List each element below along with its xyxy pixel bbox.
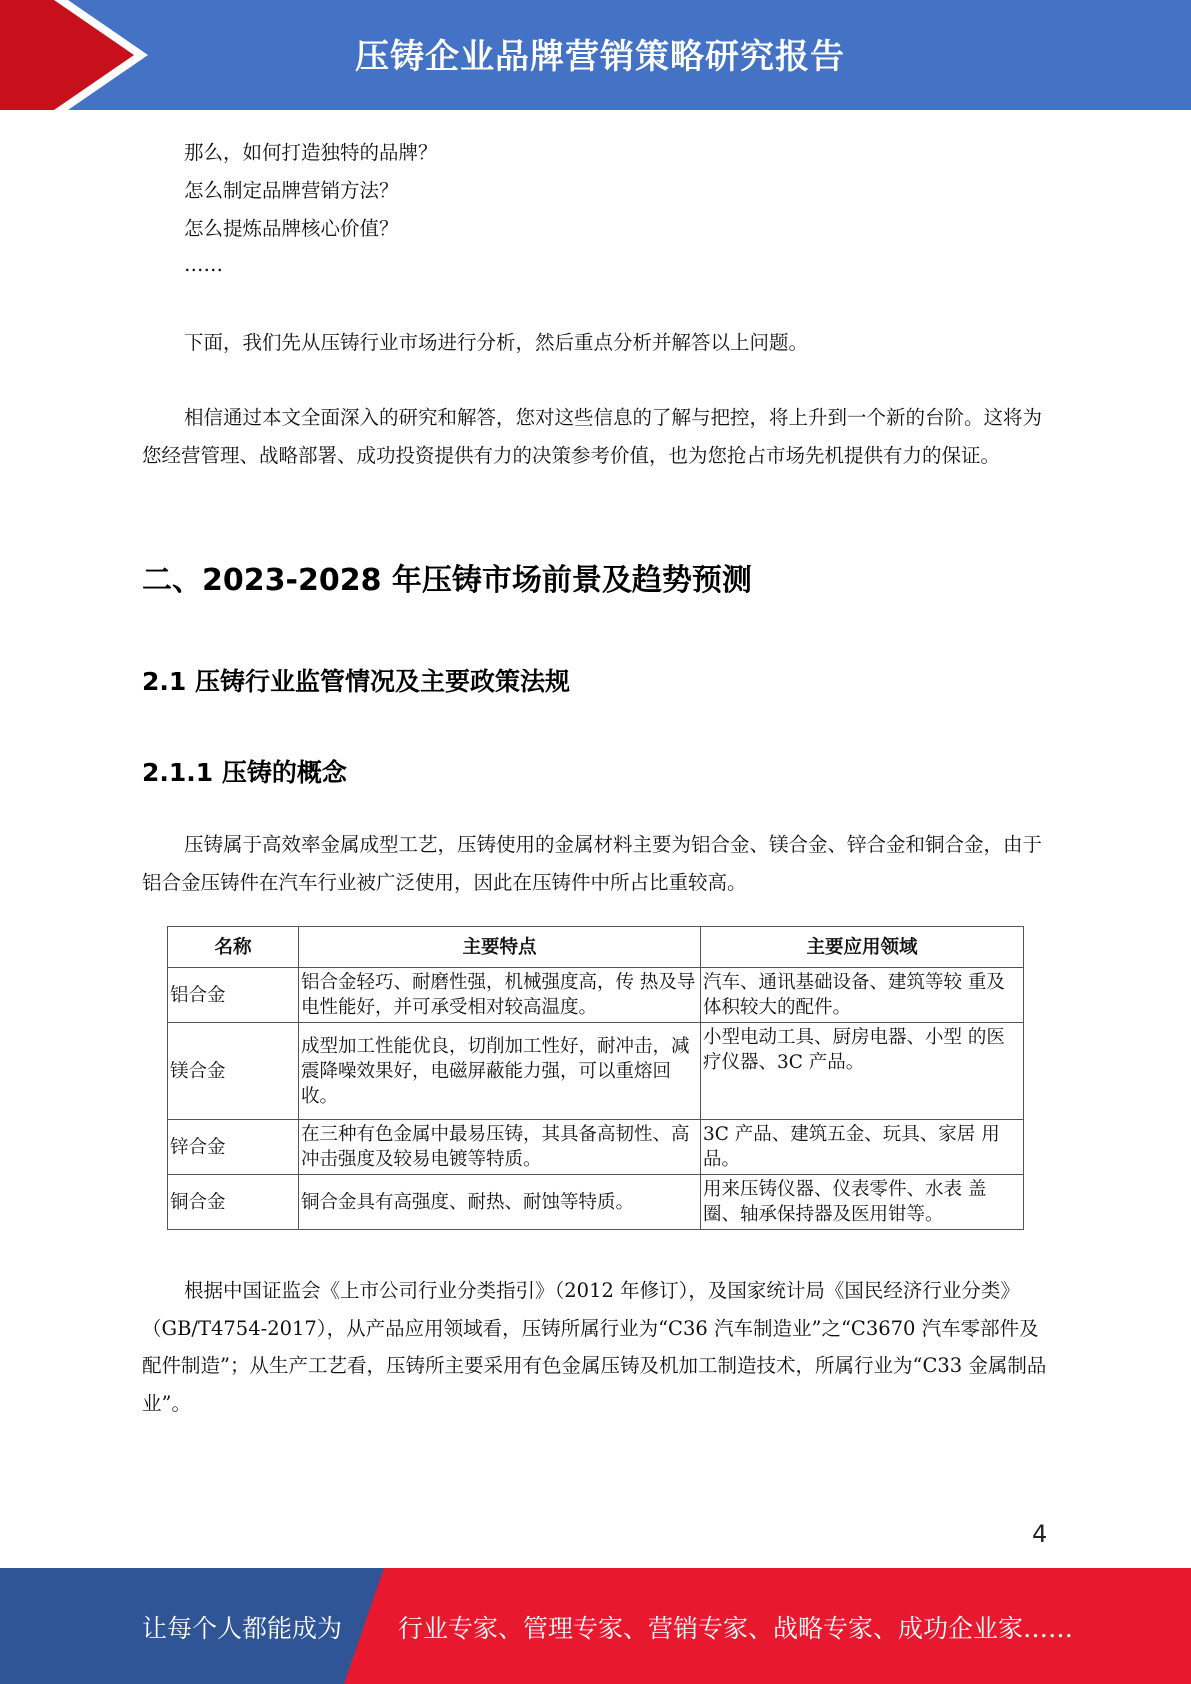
subsection-heading: 2.1 压铸行业监管情况及主要政策法规	[142, 667, 570, 696]
table-cell-applications: 汽车、通讯基础设备、建筑等较 重及体积较大的配件。	[701, 968, 1024, 1023]
table-row	[168, 1023, 1024, 1120]
table-header-applications: 主要应用领域	[701, 927, 1024, 968]
concept-paragraph-text: 压铸属于高效率金属成型工艺，压铸使用的金属材料主要为铝合金、镁合金、锌合金和铜合金，由于铝合金压铸件在汽车行业被广泛使用，因此在压铸件中所占比重较高。	[142, 833, 1043, 894]
table-cell-features: 在三种有色金属中最易压铸，其具备高韧性、高冲击强度及较易电镀等特质。	[299, 1120, 701, 1175]
table-row	[168, 1120, 1024, 1175]
table-row	[168, 968, 1024, 1023]
table-cell-applications: 小型电动工具、厨房电器、小型 的医疗仪器、3C 产品。	[701, 1023, 1024, 1120]
question-line: 怎么制定品牌营销方法？	[184, 179, 399, 202]
intro-paragraph: 下面，我们先从压铸行业市场进行分析，然后重点分析并解答以上问题。	[184, 331, 809, 354]
table-cell-applications: 用来压铸仪器、仪表零件、水表 盖圈、轴承保持器及医用钳等。	[701, 1175, 1024, 1230]
table-cell-name: 锌合金	[168, 1120, 299, 1175]
table-row	[168, 1175, 1024, 1230]
footer-slogan-right: 行业专家、管理专家、营销专家、战略专家、成功企业家……	[398, 1614, 1074, 1643]
concept-paragraph	[142, 826, 1047, 901]
table-cell-name: 铝合金	[168, 968, 299, 1023]
table-header-name: 名称	[168, 927, 299, 968]
table-cell-name: 镁合金	[168, 1023, 299, 1120]
table-cell-features: 成型加工性能优良，切削加工性好，耐冲击，减震降噪效果好，电磁屏蔽能力强，可以重熔回收。	[299, 1023, 701, 1120]
alloy-features-table	[167, 926, 1024, 1230]
ellipsis-line: ……	[184, 253, 223, 276]
classification-paragraph	[142, 1272, 1047, 1422]
chevron-logo-icon	[0, 0, 150, 110]
table-cell-features: 铜合金具有高强度、耐热、耐蚀等特质。	[299, 1175, 701, 1230]
page-header	[0, 0, 1191, 110]
report-title: 压铸企业品牌营销策略研究报告	[355, 37, 845, 77]
subsubsection-heading: 2.1.1 压铸的概念	[142, 758, 347, 787]
classification-paragraph-text: 根据中国证监会《上市公司行业分类指引》（2012 年修订），及国家统计局《国民经济行业分类》（GB/T4754-2017），从产品应用领域看，压铸所属行业为“C36 汽车制造业”之“C3670 汽车零部件及配件制造”；从生产工艺看，压铸所主要采用有色金属压铸及机加工制造技术，所属行业为“C33 金属制品业”。	[142, 1279, 1047, 1415]
table-cell-applications: 3C 产品、建筑五金、玩具、家居 用品。	[701, 1120, 1024, 1175]
table-header-features: 主要特点	[299, 927, 701, 968]
table-cell-name: 铜合金	[168, 1175, 299, 1230]
question-line: 怎么提炼品牌核心价值？	[184, 217, 399, 240]
section-heading: 二、2023-2028 年压铸市场前景及趋势预测	[142, 563, 752, 598]
footer-slogan-left: 让每个人都能成为	[142, 1614, 343, 1643]
value-paragraph	[142, 399, 1047, 474]
value-paragraph-text: 相信通过本文全面深入的研究和解答，您对这些信息的了解与把控，将上升到一个新的台阶。这将为您经营管理、战略部署、成功投资提供有力的决策参考价值，也为您抢占市场先机提供有力的保证。	[142, 406, 1043, 467]
table-cell-features: 铝合金轻巧、耐磨性强，机械强度高，传 热及导电性能好，并可承受相对较高温度。	[299, 968, 701, 1023]
question-line: 那么，如何打造独特的品牌？	[184, 141, 438, 164]
page-number: 4	[1032, 1520, 1048, 1548]
table-header-row	[168, 927, 1024, 968]
page-footer	[0, 1568, 1191, 1684]
